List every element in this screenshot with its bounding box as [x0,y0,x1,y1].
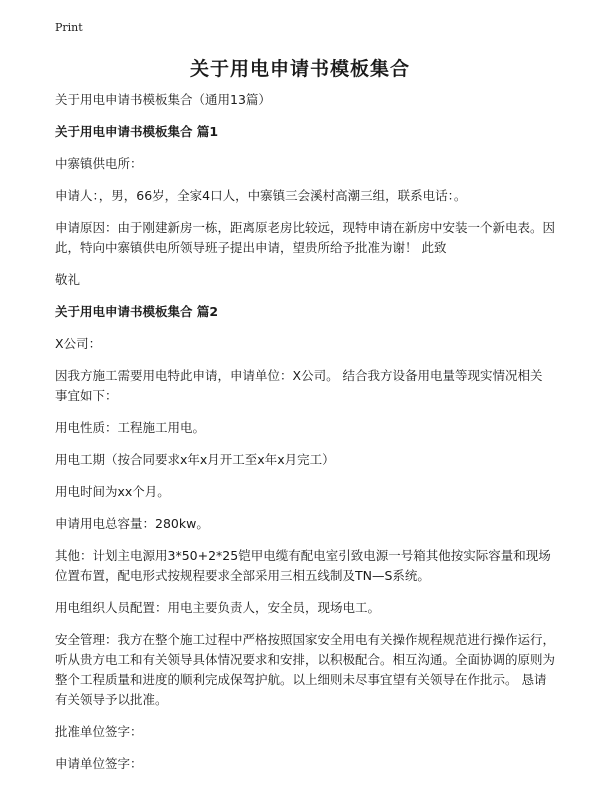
paragraph: 用电工期（按合同要求x年x月开工至x年x月完工） [55,452,335,467]
paragraph: 敬礼 [55,272,81,287]
paragraph: 因我方施工需要用电特此申请，申请单位：X公司。 结合我方设备用电量等现实情况相关事宜如下： [55,368,543,403]
paragraph: 安全管理：我方在整个施工过程中严格按照国家安全用电有关操作规程规范进行操作运行，听从贵方电工和有关领导具体情况要求和安排，以积极配合。相互沟通。全面协调的原则为整个工程质量和进度的顺利完成保驾护航。以上细则未尽事宜望有关领导在作批示。 恳请有关领导予以批准。 [55,632,556,707]
paragraph: 用电性质：工程施工用电。 [55,420,206,435]
document-title: 关于用电申请书模板集合 [189,58,410,80]
paragraph: 批准单位签字： [55,724,143,739]
section-2-heading: 关于用电申请书模板集合 篇2 [55,304,219,319]
document-subtitle: 关于用电申请书模板集合（通用13篇） [55,92,271,107]
paragraph: 用电时间为xx个月。 [55,484,170,499]
paragraph: X公司： [55,336,102,351]
paragraph: 申请原因：由于刚建新房一栋，距离原老房比较远，现特申请在新房中安装一个新电表。因此，特向中寨镇供电所领导班子提出申请，望贵所给予批准为谢！ 此致 [55,220,556,255]
paragraph: 其他：计划主电源用3*50+2*25铠甲电缆有配电室引致电源一号箱其他按实际容量和现场位置布置，配电形式按规程要求全部采用三相五线制及TN—S系统。 [55,548,551,583]
paragraph: 申请人：，男，66岁，全家4口人，中寨镇三会溪村高潮三组，联系电话：。 [55,188,467,203]
paragraph: 申请单位签字： [55,756,143,771]
print-link[interactable]: Print [55,21,83,34]
paragraph: 申请用电总容量：280kw。 [55,516,209,531]
section-1-heading: 关于用电申请书模板集合 篇1 [55,124,219,139]
document-body [55,90,555,786]
paragraph: 中寨镇供电所： [55,156,143,171]
paragraph: 用电组织人员配置：用电主要负责人，安全员，现场电工。 [55,600,381,615]
